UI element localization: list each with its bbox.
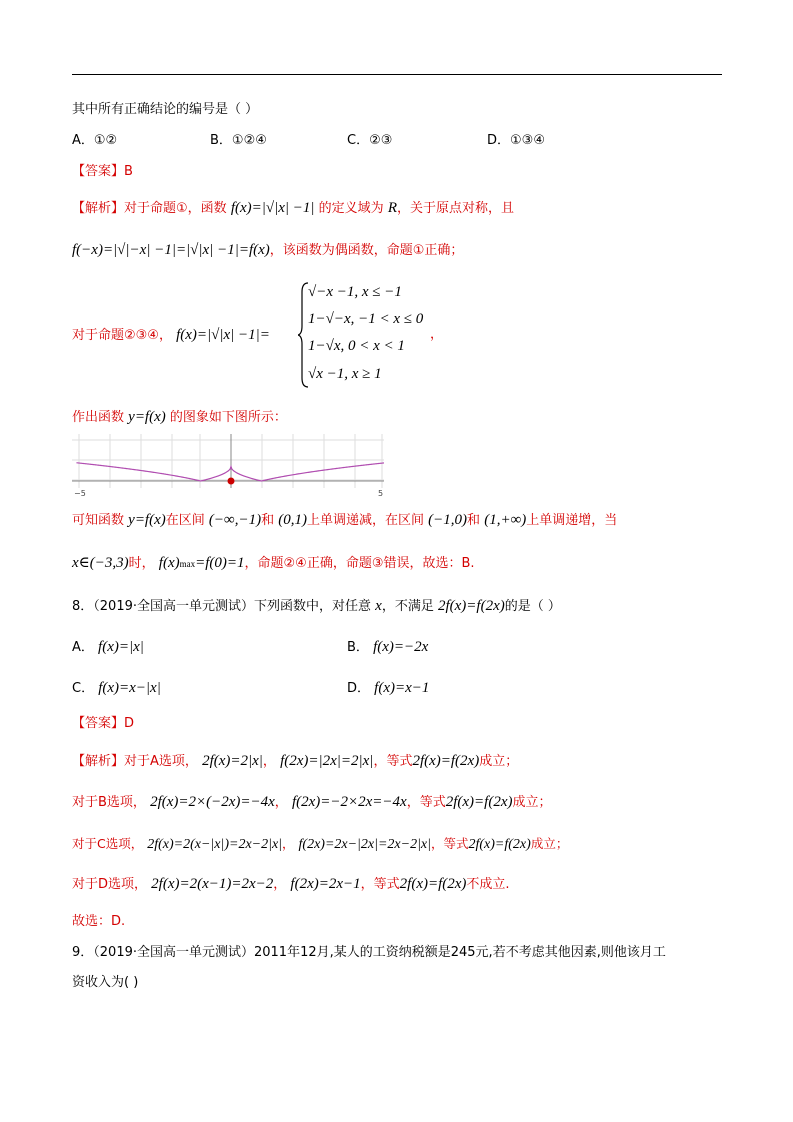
option-label: C． — [72, 681, 95, 696]
text: 对于D选项， — [72, 877, 148, 892]
formula: x∈(−3,3) — [72, 555, 129, 571]
tick-label-neg5: −5 — [74, 489, 86, 498]
q8-analysis-d — [72, 874, 510, 895]
q7-option-b: B．①②④ — [210, 133, 267, 148]
q8-stem — [72, 596, 561, 617]
q8-option-a — [72, 637, 144, 658]
text: ，等式 — [373, 754, 413, 769]
function-graph — [72, 434, 384, 498]
formula: f(2x)=|2x|=2|x| — [280, 753, 374, 769]
option-label: B． — [347, 640, 369, 655]
formula: x — [375, 598, 382, 614]
piece-1: √−x −1, x ≤ −1 — [308, 284, 402, 300]
text: ， — [282, 836, 295, 851]
origin-point — [228, 478, 235, 485]
text: 对于A选项， — [124, 754, 198, 769]
formula: f(x)=|√|x| −1|= — [176, 327, 270, 343]
formula: R — [387, 200, 397, 216]
text: 和 — [261, 513, 275, 528]
option-label: A． — [72, 640, 94, 655]
text: 8．（2019·全国高一单元测试）下列函数中，对任意 — [72, 599, 371, 614]
text: ，等式 — [406, 795, 446, 810]
formula: 2f(x)=2(x−|x|)=2x−2|x| — [147, 837, 283, 852]
q8-analysis-b — [72, 792, 552, 813]
q8-conclusion: 故选：D. — [72, 914, 126, 929]
text: ， — [273, 877, 287, 892]
q7-analysis-line4 — [72, 407, 287, 428]
formula: f(x)=−2x — [373, 639, 429, 655]
text: ，命题②④正确，命题③错误，故选：B. — [244, 556, 475, 571]
text: 在区间 — [165, 513, 205, 528]
text: 的定义域为 — [318, 201, 384, 216]
formula: f(2x)=2x−1 — [290, 876, 361, 892]
text: 成立； — [479, 754, 519, 769]
text: 对于B选项， — [72, 795, 146, 810]
piece-4: √x −1, x ≥ 1 — [308, 366, 382, 382]
formula: 2f(x)=f(2x) — [437, 598, 505, 614]
formula: =f(0)=1 — [195, 555, 245, 571]
q9-stem-line2: 资收入为( ) — [72, 975, 139, 990]
formula: (−1,0) — [428, 512, 468, 528]
text: 对于C选项， — [72, 836, 144, 851]
formula: 2f(x)=2|x| — [202, 753, 263, 769]
text: ，不满足 — [381, 599, 434, 614]
text: 不成立. — [466, 877, 510, 892]
formula: y=f(x) — [128, 409, 166, 425]
formula: (0,1) — [278, 512, 308, 528]
formula: f(x) — [158, 555, 180, 571]
formula: 2f(x)=2×(−2x)=−4x — [150, 794, 275, 810]
q7-analysis-line5 — [72, 510, 617, 531]
formula: f(x)=x−1 — [374, 680, 430, 696]
text: 对于命题②③④， — [72, 328, 172, 343]
text: ，关于原点对称，且 — [396, 201, 514, 216]
formula: f(−x)=|√|−x| −1|=|√|x| −1|=f(x) — [72, 242, 270, 258]
q7-answer: 【答案】B — [72, 164, 133, 179]
text: 可知函数 — [72, 513, 125, 528]
formula: 2f(x)=f(2x) — [468, 837, 531, 852]
text: 时， — [128, 556, 155, 571]
text: 上单调递减，在区间 — [307, 513, 425, 528]
q8-option-d — [347, 678, 429, 699]
text: 和 — [467, 513, 481, 528]
text: 上单调递增，当 — [526, 513, 618, 528]
formula: f(x)=|x| — [98, 639, 144, 655]
text: ， — [262, 754, 276, 769]
analysis-label: 【解析】 — [72, 754, 125, 769]
text: 对于命题①，函数 — [124, 201, 227, 216]
q9-stem-line1: 9．（2019·全国高一单元测试）2011年12月,某人的工资纳税额是245元,若不考虑其他因素,则他该月工 — [72, 945, 666, 960]
text: ，等式 — [430, 836, 469, 851]
formula: 2f(x)=f(2x) — [445, 794, 513, 810]
text: ， — [274, 795, 288, 810]
text: 成立； — [530, 836, 569, 851]
comma: ， — [430, 327, 444, 342]
formula: f(x)=x−|x| — [98, 680, 161, 696]
q7-analysis-line2 — [72, 240, 463, 261]
piece-3: 1−√x, 0 < x < 1 — [308, 338, 405, 354]
formula: (−∞,−1) — [208, 512, 262, 528]
q8-analysis-c — [72, 834, 568, 855]
formula: 2f(x)=f(2x) — [399, 876, 467, 892]
text: 的是（ ） — [504, 599, 561, 614]
text: 成立； — [512, 795, 552, 810]
q7-option-c: C．②③ — [347, 133, 393, 148]
q7-question-tail: 其中所有正确结论的编号是（ ） — [72, 102, 259, 117]
tick-label-5: 5 — [378, 489, 384, 498]
formula: f(x)=|√|x| −1| — [230, 200, 315, 216]
text: ，该函数为偶函数，命题①正确； — [269, 243, 464, 258]
q7-analysis-line3 — [72, 325, 270, 346]
subscript: max — [179, 559, 196, 569]
formula: 2f(x)=f(2x) — [412, 753, 480, 769]
text: ，等式 — [360, 877, 400, 892]
q7-analysis-line1 — [72, 198, 514, 219]
formula: f(2x)=2x−|2x|=2x−2|x| — [298, 837, 431, 852]
q8-option-b — [347, 637, 428, 658]
formula: 2f(x)=2(x−1)=2x−2 — [151, 876, 274, 892]
option-label: D． — [347, 681, 371, 696]
piece-2: 1−√−x, −1 < x ≤ 0 — [308, 311, 424, 327]
q8-analysis-a — [72, 751, 518, 772]
formula: f(2x)=−2×2x=−4x — [291, 794, 407, 810]
formula: (1,+∞) — [484, 512, 527, 528]
q7-analysis-line6 — [72, 553, 475, 574]
text: 作出函数 — [72, 410, 125, 425]
q7-option-a: A．①② — [72, 133, 118, 148]
q8-answer: 【答案】D — [72, 716, 135, 731]
q7-option-d: D．①③④ — [487, 133, 545, 148]
q8-option-c — [72, 678, 161, 699]
header-rule — [72, 74, 722, 75]
analysis-label: 【解析】 — [72, 201, 125, 216]
formula: y=f(x) — [128, 512, 166, 528]
text: 的图象如下图所示： — [169, 410, 287, 425]
